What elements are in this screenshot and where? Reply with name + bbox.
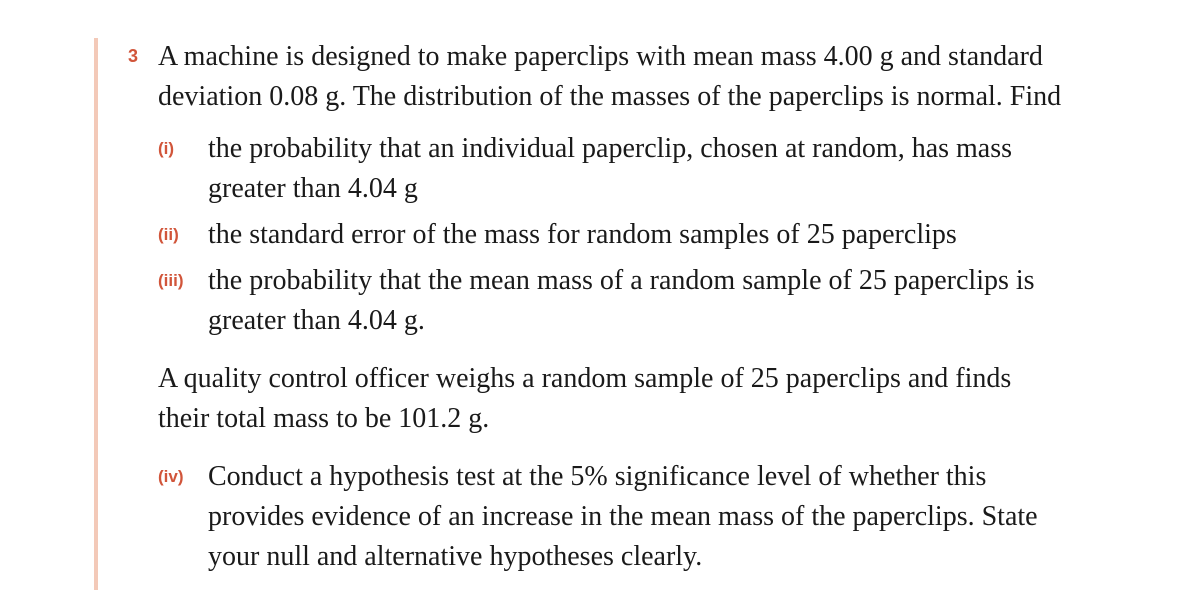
intro-line-1 bbox=[128, 36, 1128, 77]
middle-line-1: A quality control officer weighs a random sample of 25 paperclips and finds bbox=[158, 363, 1012, 394]
part-iv-line-2: provides evidence of an increase in the mean mass of the paperclips. State bbox=[208, 501, 1038, 532]
question-block bbox=[128, 36, 1128, 577]
part-label-iii: (iii) bbox=[158, 271, 184, 290]
part-iii-line-2: greater than 4.04 g. bbox=[208, 305, 425, 336]
part-iv-line-3: your null and alternative hypotheses clearly. bbox=[208, 541, 703, 572]
part-label-iv: (iv) bbox=[158, 467, 184, 486]
margin-bar bbox=[94, 38, 98, 590]
part-ii bbox=[128, 215, 1128, 255]
intro-line-2: deviation 0.08 g. The distribution of the masses of the paperclips is normal. Find bbox=[158, 81, 1062, 112]
part-i bbox=[128, 129, 1128, 209]
middle-line-2: their total mass to be 101.2 g. bbox=[158, 403, 490, 434]
question-number: 3 bbox=[128, 46, 139, 66]
part-iv-line-1: Conduct a hypothesis test at the 5% significance level of whether this bbox=[208, 461, 987, 492]
part-iv bbox=[128, 457, 1128, 577]
part-label-ii: (ii) bbox=[158, 225, 179, 244]
part-label-i: (i) bbox=[158, 139, 175, 158]
intro-text-1: A machine is designed to make paperclips with mean mass 4.00 g and standard bbox=[158, 41, 1043, 72]
part-iii bbox=[128, 261, 1128, 341]
part-i-line-1: the probability that an individual paperclip, chosen at random, has mass bbox=[208, 133, 1013, 164]
part-ii-line-1: the standard error of the mass for random samples of 25 paperclips bbox=[208, 219, 957, 250]
part-i-line-2: greater than 4.04 g bbox=[208, 173, 418, 204]
part-iii-line-1: the probability that the mean mass of a random sample of 25 paperclips is bbox=[208, 265, 1035, 296]
